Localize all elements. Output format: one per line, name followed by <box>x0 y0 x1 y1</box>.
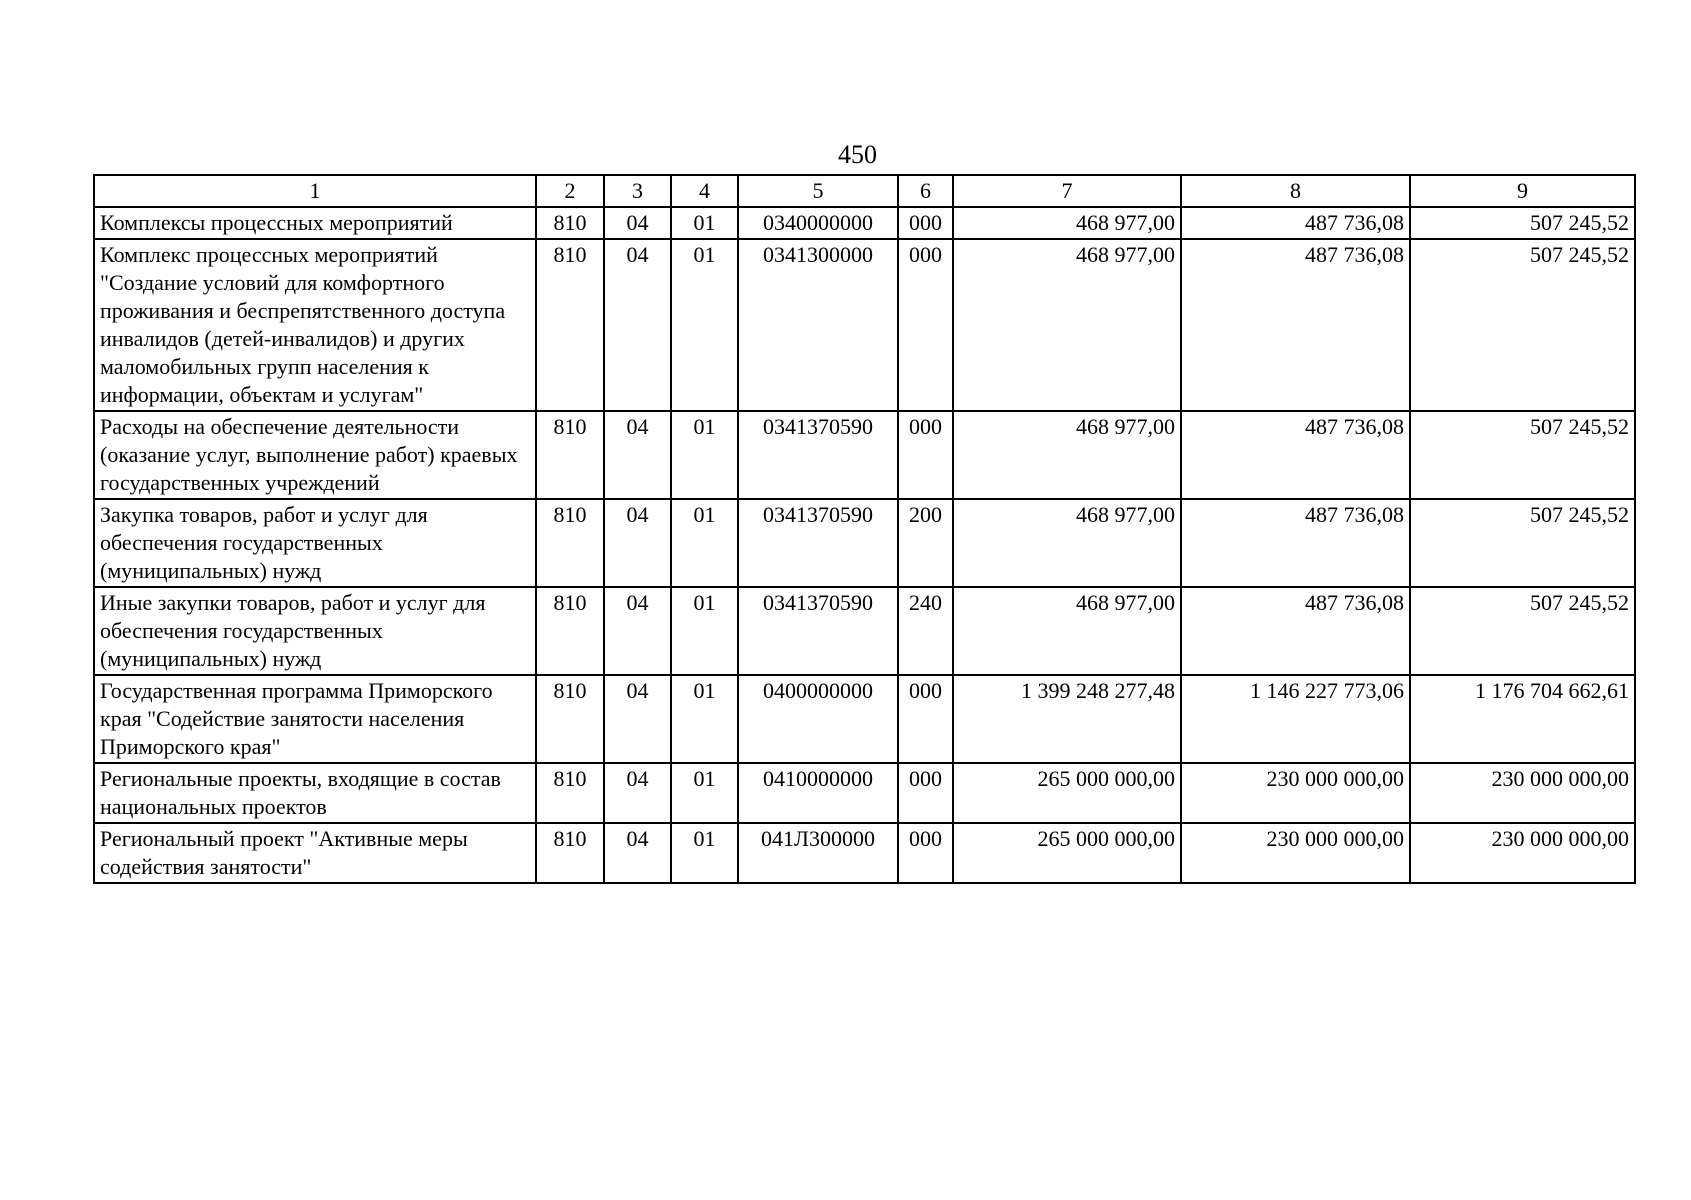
amount-col8: 487 736,08 <box>1181 411 1410 499</box>
amount-col9: 1 176 704 662,61 <box>1410 675 1635 763</box>
target-article-code: 0341300000 <box>738 239 898 411</box>
amount-col7: 468 977,00 <box>953 499 1181 587</box>
subsection-code: 01 <box>671 499 738 587</box>
amount-col8: 487 736,08 <box>1181 207 1410 239</box>
subsection-code: 01 <box>671 239 738 411</box>
target-article-code: 0400000000 <box>738 675 898 763</box>
amount-col9: 230 000 000,00 <box>1410 823 1635 883</box>
table-row <box>94 763 1635 823</box>
section-code: 04 <box>604 675 671 763</box>
column-header: 4 <box>671 175 738 207</box>
section-code: 04 <box>604 239 671 411</box>
budget-table <box>93 174 1636 884</box>
table-row <box>94 207 1635 239</box>
amount-col7: 1 399 248 277,48 <box>953 675 1181 763</box>
target-article-code: 041Л300000 <box>738 823 898 883</box>
subsection-code: 01 <box>671 763 738 823</box>
section-code: 04 <box>604 763 671 823</box>
amount-col8: 487 736,08 <box>1181 587 1410 675</box>
column-header: 9 <box>1410 175 1635 207</box>
column-header: 8 <box>1181 175 1410 207</box>
table-row <box>94 499 1635 587</box>
amount-col7: 265 000 000,00 <box>953 823 1181 883</box>
ministry-code: 810 <box>536 239 604 411</box>
table-row <box>94 239 1635 411</box>
expense-type-code: 200 <box>898 499 953 587</box>
section-code: 04 <box>604 823 671 883</box>
amount-col8: 230 000 000,00 <box>1181 823 1410 883</box>
section-code: 04 <box>604 587 671 675</box>
subsection-code: 01 <box>671 207 738 239</box>
column-header: 5 <box>738 175 898 207</box>
ministry-code: 810 <box>536 823 604 883</box>
expense-name: Региональные проекты, входящие в состав национальных проектов <box>94 763 536 823</box>
expense-name: Комплексы процессных мероприятий <box>94 207 536 239</box>
ministry-code: 810 <box>536 587 604 675</box>
subsection-code: 01 <box>671 675 738 763</box>
amount-col8: 487 736,08 <box>1181 239 1410 411</box>
amount-col7: 265 000 000,00 <box>953 763 1181 823</box>
subsection-code: 01 <box>671 411 738 499</box>
expense-name: Комплекс процессных мероприятий "Создание условий для комфортного проживания и беспрепятственного доступа инвалидов (детей-инвалидов) и других маломобильных групп населения к информации, объектам и услугам" <box>94 239 536 411</box>
amount-col9: 507 245,52 <box>1410 207 1635 239</box>
expense-type-code: 000 <box>898 207 953 239</box>
table-row <box>94 675 1635 763</box>
amount-col7: 468 977,00 <box>953 207 1181 239</box>
amount-col7: 468 977,00 <box>953 239 1181 411</box>
ministry-code: 810 <box>536 207 604 239</box>
amount-col8: 487 736,08 <box>1181 499 1410 587</box>
section-code: 04 <box>604 499 671 587</box>
column-header: 3 <box>604 175 671 207</box>
column-number-header-row <box>94 175 1635 207</box>
section-code: 04 <box>604 207 671 239</box>
target-article-code: 0341370590 <box>738 587 898 675</box>
expense-name: Расходы на обеспечение деятельности (оказание услуг, выполнение работ) краевых государственных учреждений <box>94 411 536 499</box>
column-header: 6 <box>898 175 953 207</box>
section-code: 04 <box>604 411 671 499</box>
amount-col7: 468 977,00 <box>953 587 1181 675</box>
expense-type-code: 000 <box>898 763 953 823</box>
target-article-code: 0340000000 <box>738 207 898 239</box>
expense-name: Иные закупки товаров, работ и услуг для обеспечения государственных (муниципальных) нужд <box>94 587 536 675</box>
expense-type-code: 000 <box>898 675 953 763</box>
target-article-code: 0341370590 <box>738 411 898 499</box>
expense-type-code: 240 <box>898 587 953 675</box>
ministry-code: 810 <box>536 675 604 763</box>
expense-name: Закупка товаров, работ и услуг для обеспечения государственных (муниципальных) нужд <box>94 499 536 587</box>
target-article-code: 0410000000 <box>738 763 898 823</box>
expense-type-code: 000 <box>898 823 953 883</box>
amount-col9: 230 000 000,00 <box>1410 763 1635 823</box>
ministry-code: 810 <box>536 763 604 823</box>
amount-col8: 1 146 227 773,06 <box>1181 675 1410 763</box>
expense-type-code: 000 <box>898 411 953 499</box>
page-number: 450 <box>838 140 877 169</box>
column-header: 2 <box>536 175 604 207</box>
target-article-code: 0341370590 <box>738 499 898 587</box>
table-row <box>94 587 1635 675</box>
ministry-code: 810 <box>536 411 604 499</box>
subsection-code: 01 <box>671 587 738 675</box>
table-row <box>94 823 1635 883</box>
column-header: 7 <box>953 175 1181 207</box>
amount-col9: 507 245,52 <box>1410 499 1635 587</box>
expense-type-code: 000 <box>898 239 953 411</box>
amount-col9: 507 245,52 <box>1410 587 1635 675</box>
amount-col9: 507 245,52 <box>1410 239 1635 411</box>
table-row <box>94 411 1635 499</box>
amount-col7: 468 977,00 <box>953 411 1181 499</box>
expense-name: Региональный проект "Активные меры содействия занятости" <box>94 823 536 883</box>
column-header: 1 <box>94 175 536 207</box>
amount-col9: 507 245,52 <box>1410 411 1635 499</box>
amount-col8: 230 000 000,00 <box>1181 763 1410 823</box>
subsection-code: 01 <box>671 823 738 883</box>
expense-name: Государственная программа Приморского края "Содействие занятости населения Приморского края" <box>94 675 536 763</box>
ministry-code: 810 <box>536 499 604 587</box>
